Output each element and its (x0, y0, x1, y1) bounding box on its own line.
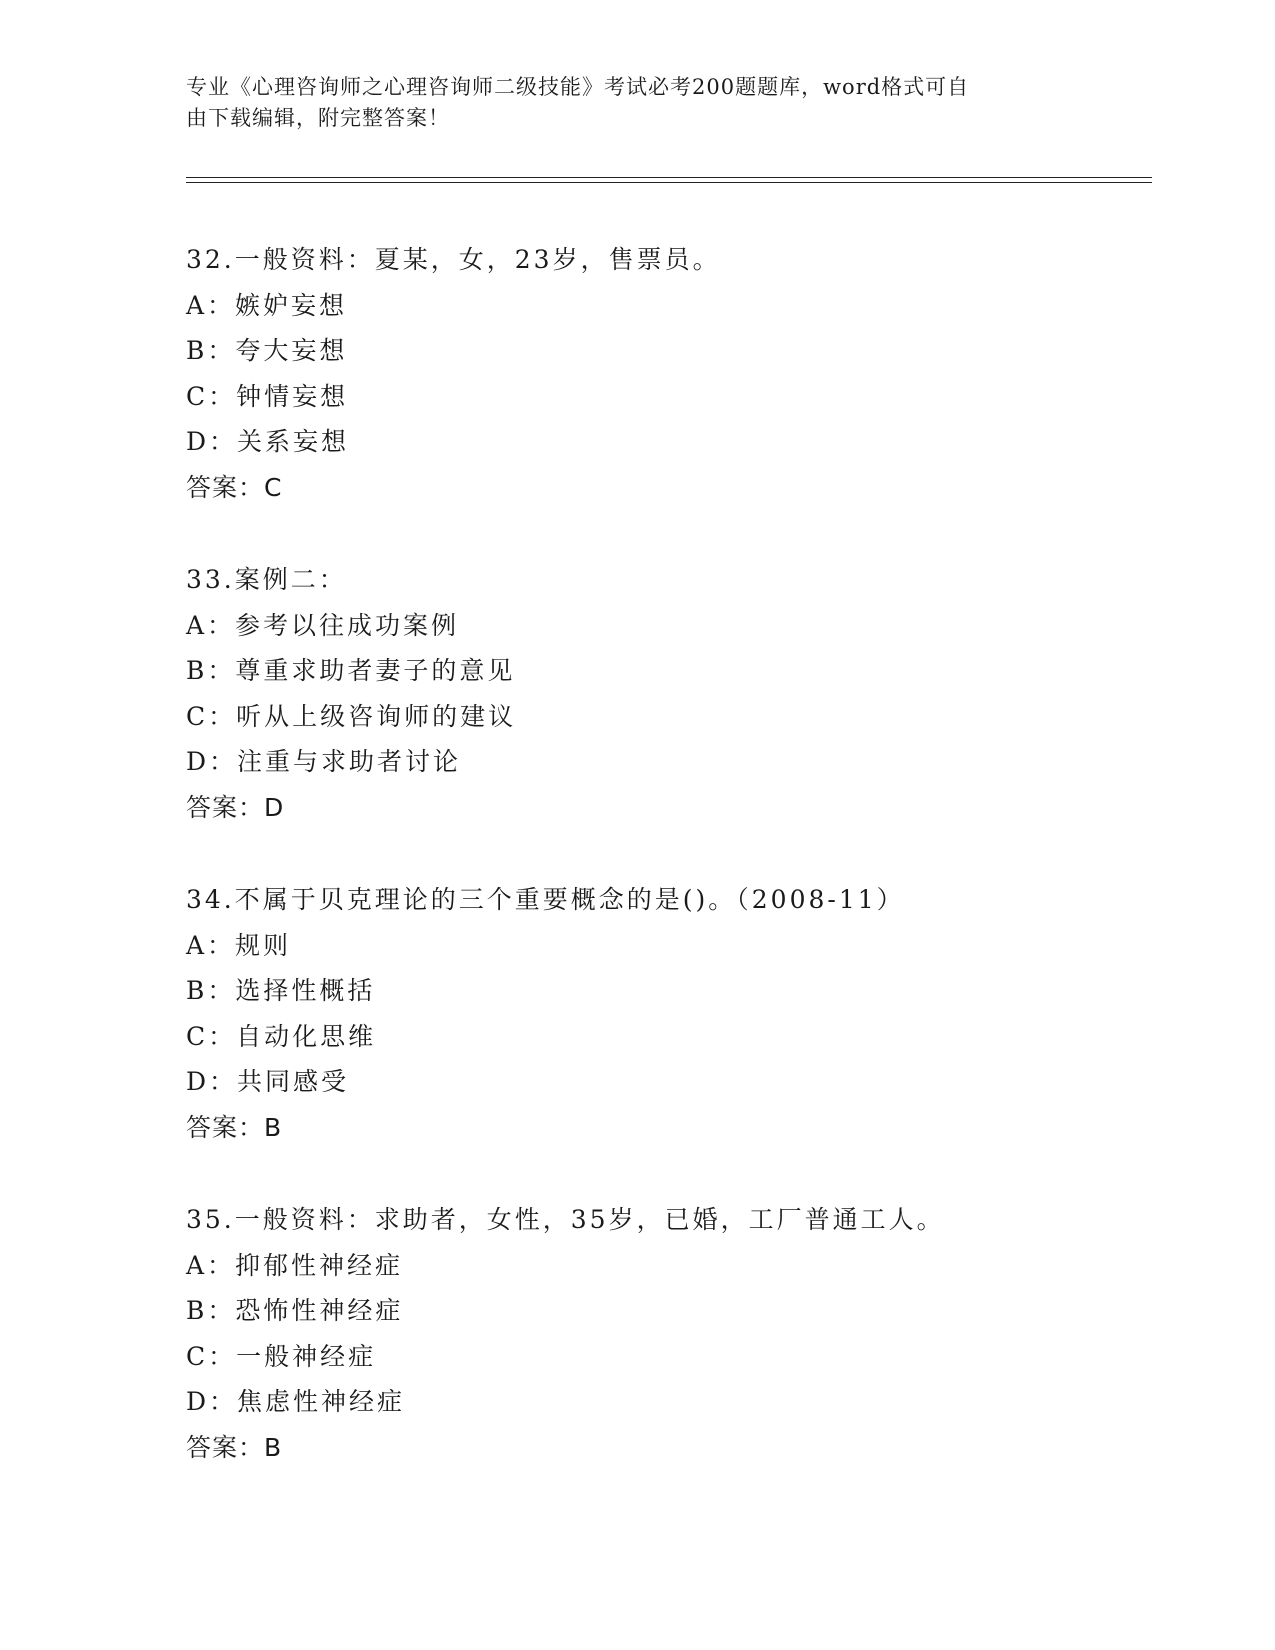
question-32 (186, 237, 1146, 510)
answer-text: 答案：C (186, 472, 283, 502)
option-c: C：钟情妄想 (186, 381, 349, 411)
option-c: C：自动化思维 (186, 1021, 377, 1051)
option-a: A：参考以往成功案例 (186, 610, 460, 640)
question-34 (186, 877, 1146, 1150)
option-d: D：注重与求助者讨论 (186, 747, 462, 776)
question-35 (186, 1197, 1146, 1470)
option-a: A：抑郁性神经症 (186, 1250, 404, 1280)
option-c: C：一般神经症 (186, 1341, 377, 1371)
option-d: D：焦虑性神经症 (186, 1387, 406, 1416)
option-b: B：夸大妄想 (186, 336, 348, 365)
option-d: D：共同感受 (186, 1067, 350, 1096)
option-a: A：嫉妒妄想 (186, 290, 348, 320)
question-stem: 33.案例二： (186, 565, 347, 594)
option-b: B：尊重求助者妻子的意见 (186, 656, 516, 685)
answer-text: 答案：D (186, 792, 285, 822)
question-33 (186, 557, 1146, 830)
header-line-1: 专业《心理咨询师之心理咨询师二级技能》考试必考200题题库，word格式可自 (186, 75, 970, 99)
header-divider-bottom (186, 182, 1152, 183)
option-a: A：规则 (186, 930, 292, 960)
question-stem: 32.一般资料：夏某，女，23岁，售票员。 (186, 245, 721, 274)
option-b: B：恐怖性神经症 (186, 1296, 404, 1325)
header-line-2: 由下载编辑，附完整答案！ (186, 106, 450, 130)
option-b: B：选择性概括 (186, 976, 376, 1005)
option-c: C：听从上级咨询师的建议 (186, 701, 517, 731)
question-stem: 35.一般资料：求助者，女性，35岁，已婚，工厂普通工人。 (186, 1205, 945, 1234)
option-d: D：关系妄想 (186, 427, 350, 456)
document-header (186, 72, 1066, 134)
header-divider-top (186, 177, 1152, 178)
question-stem: 34.不属于贝克理论的三个重要概念的是()。（2008-11） (186, 885, 905, 914)
answer-text: 答案：B (186, 1432, 283, 1462)
answer-text: 答案：B (186, 1112, 283, 1142)
